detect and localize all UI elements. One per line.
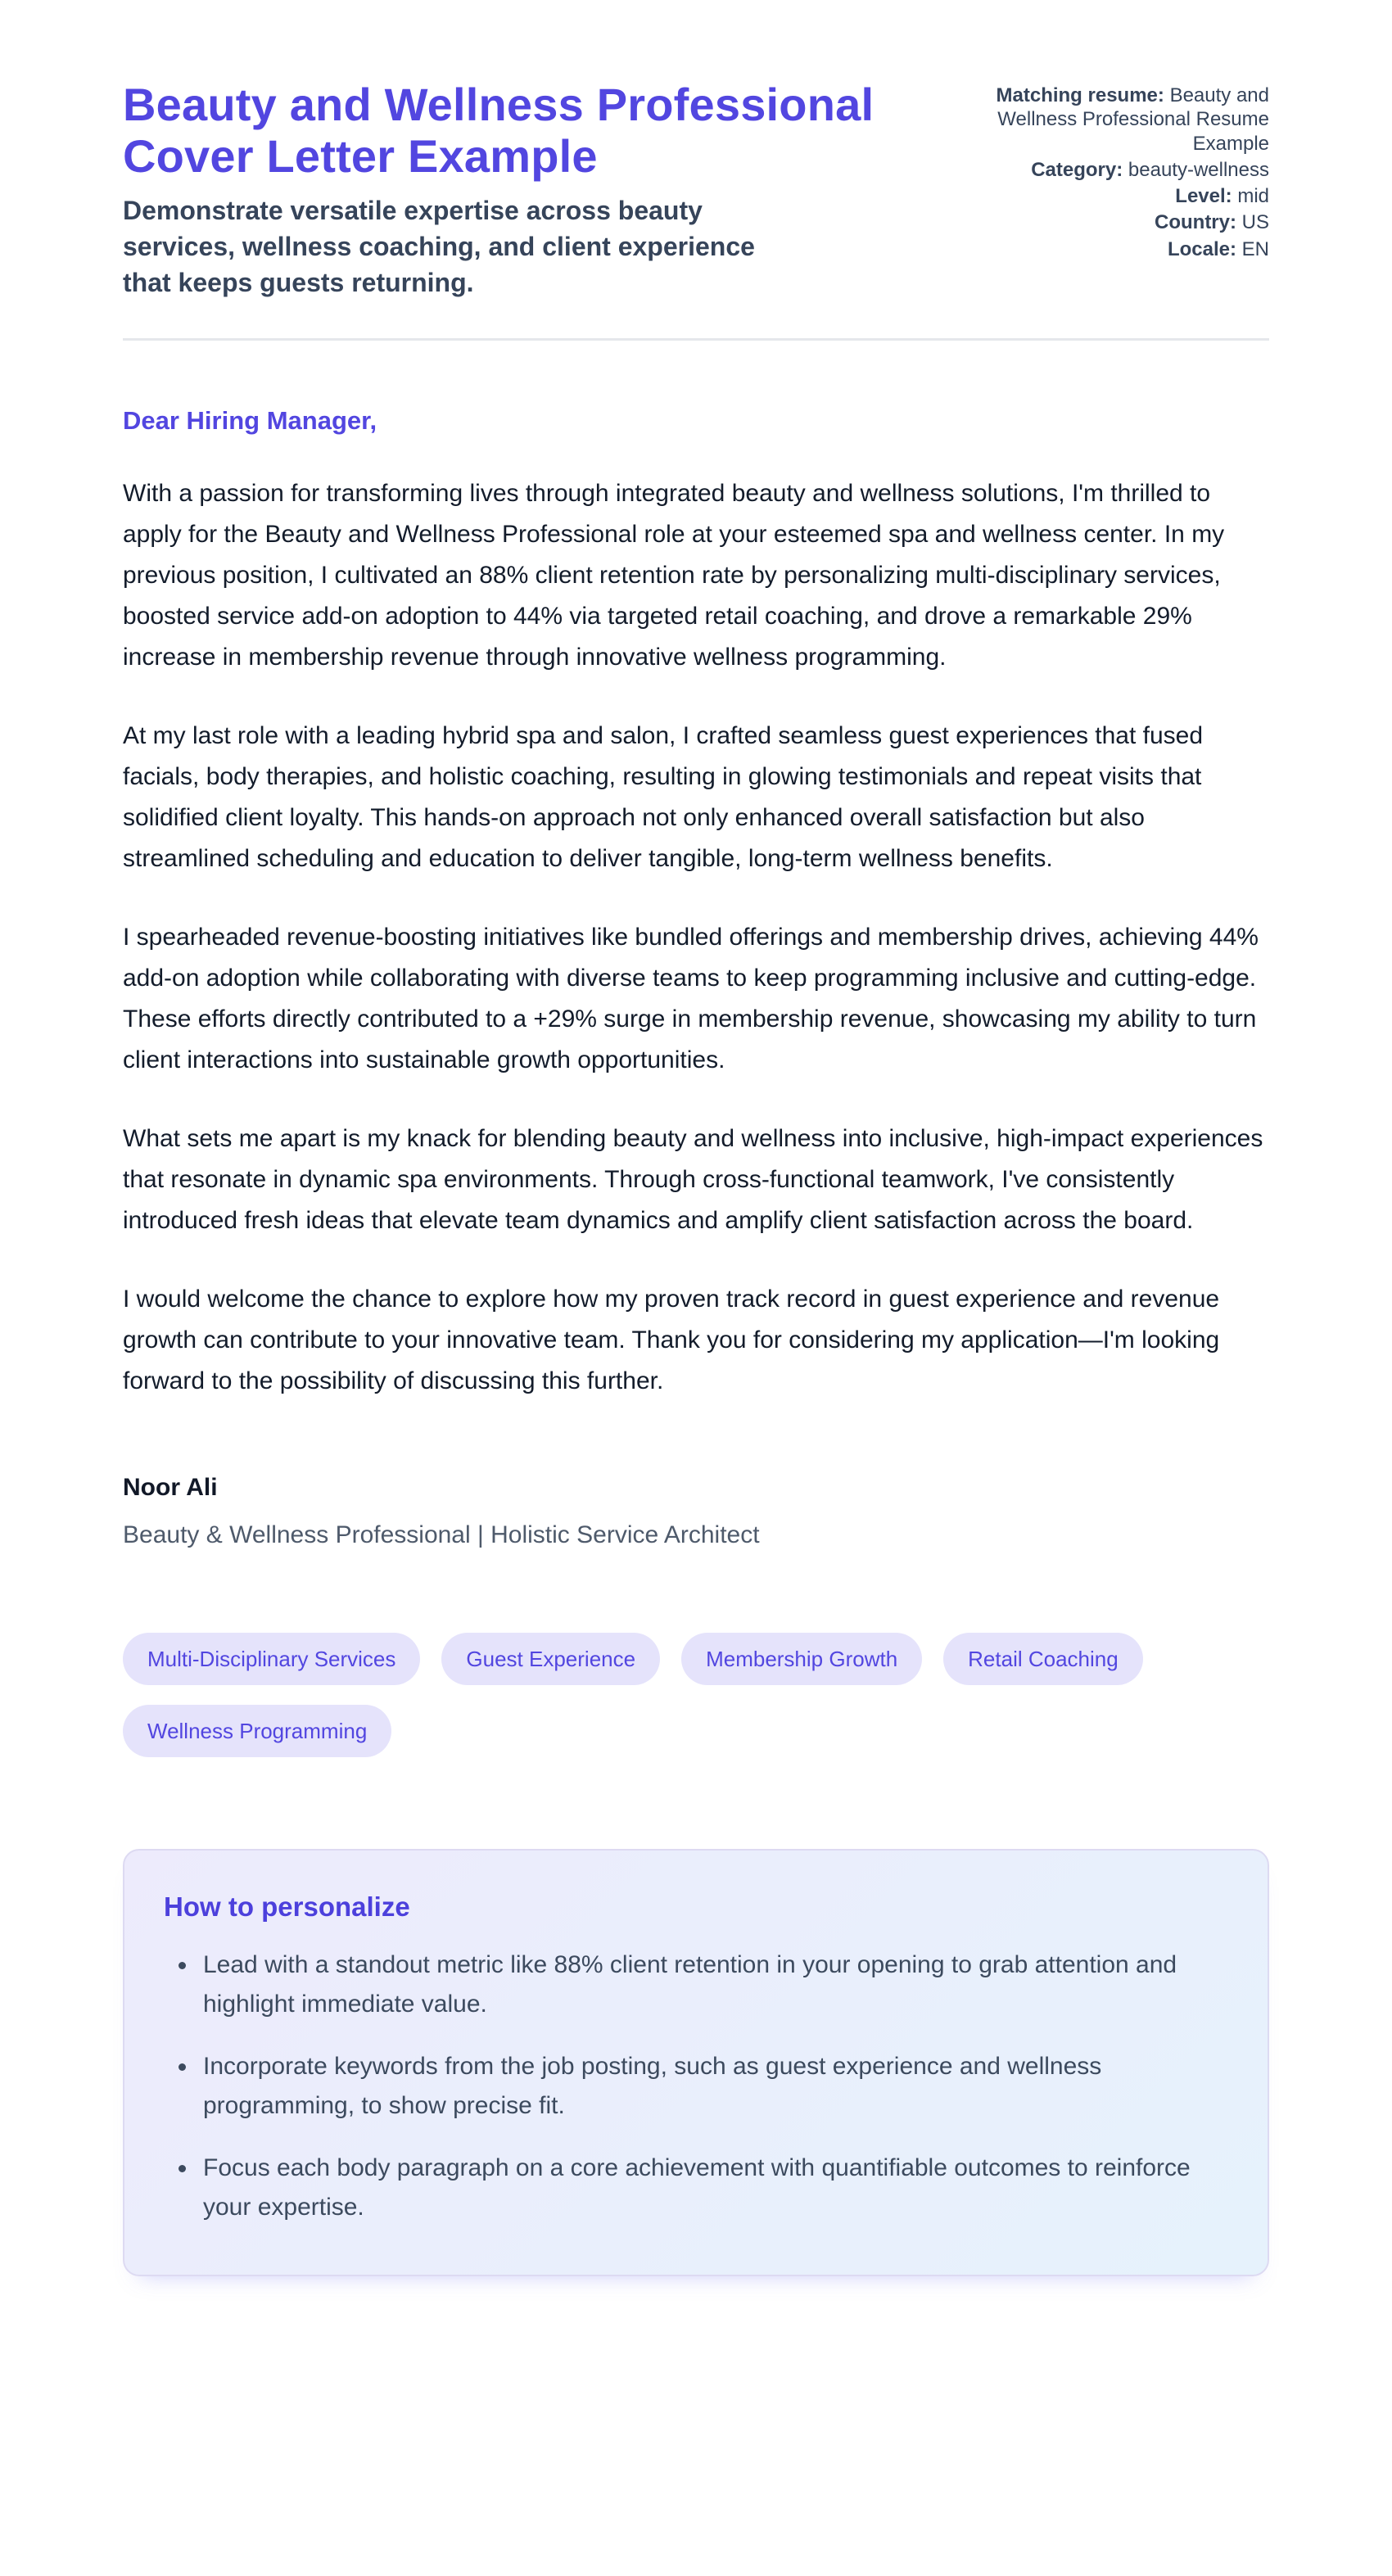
tip-item: • Focus each body paragraph on a core achievement with quantifiable outcomes to reinforce your expertise.: [198, 2149, 1228, 2227]
page-title: Beauty and Wellness Professional Cover Letter Example: [123, 79, 875, 183]
header-divider: [123, 338, 1269, 341]
meta-value: mid: [1237, 185, 1269, 208]
letter-paragraph: I would welcome the chance to explore how my proven track record in guest experience and revenue growth can contribute to your innovative team. Thank you for considering my application—I'm looking forward to the possibility of discussing this further.: [123, 1286, 1220, 1394]
letter-paragraph: What sets me apart is my knack for blending beauty and wellness into inclusive, high-impact experiences that resonate in dynamic spa environments. Through cross-functional teamwork, I've consistently introduced fresh ideas that elevate team dynamics and amplify client satisfaction across the board.: [123, 1125, 1263, 1234]
meta-level: [968, 184, 1269, 208]
meta-category: [968, 158, 1269, 182]
resume-meta-block: [968, 79, 1269, 264]
how-to-personalize-box: [123, 1849, 1269, 2276]
letter-paragraph: With a passion for transforming lives through integrated beauty and wellness solutions, I'm thrilled to apply for the Beauty and Wellness Professional role at your esteemed spa and wellness center. In my previous position, I cultivated an 88% client retention rate by personalizing multi-disciplinary services, boosted service add-on adoption to 44% via targeted retail coaching, and drove a remarkable 29% increase in membership revenue through innovative wellness programming.: [123, 480, 1225, 671]
tag-guest-experience: Guest Experience: [441, 1633, 660, 1685]
signature-title: Beauty & Wellness Professional | Holistic Service Architect: [123, 1521, 760, 1548]
tip-item: • Incorporate keywords from the job posting, such as guest experience and wellness programming, to show precise fit.: [198, 2047, 1228, 2126]
header-title-block: [123, 79, 876, 301]
meta-label: Locale:: [1167, 237, 1236, 260]
meta-country: [968, 210, 1269, 234]
page-container: [123, 0, 1269, 2357]
meta-label: Matching resume:: [996, 84, 1164, 106]
tag-wellness-programming: Wellness Programming: [123, 1705, 391, 1757]
tipbox-title: How to personalize: [164, 1891, 410, 1922]
tag-retail-coaching: Retail Coaching: [943, 1633, 1143, 1685]
meta-value: Beauty and Wellness Professional Resume Example: [997, 84, 1269, 155]
keyword-tags: [123, 1633, 1146, 1757]
letter-paragraph: At my last role with a leading hybrid spa and salon, I crafted seamless guest experiences that fused facials, body therapies, and holistic coaching, resulting in glowing testimonials and repeat visits that solidified client loyalty. This hands-on approach not only enhanced overall satisfaction but also streamlined scheduling and education to deliver tangible, long-term wellness benefits.: [123, 722, 1204, 872]
meta-value: EN: [1241, 237, 1269, 260]
tag-membership-growth: Membership Growth: [681, 1633, 922, 1685]
letter-greeting: Dear Hiring Manager,: [123, 406, 377, 435]
tag-multi-disciplinary-services: Multi-Disciplinary Services: [123, 1633, 420, 1685]
meta-matching-resume: [968, 84, 1269, 156]
tip-item: • Lead with a standout metric like 88% client retention in your opening to grab attention and highlight immediate value.: [198, 1946, 1228, 2024]
cover-letter-body: [123, 406, 1269, 1549]
meta-value: beauty-wellness: [1128, 158, 1269, 181]
meta-label: Category:: [1031, 158, 1123, 181]
page-header: [123, 79, 1269, 301]
signature-name: Noor Ali: [123, 1474, 218, 1501]
letter-paragraph: I spearheaded revenue-boosting initiatives like bundled offerings and membership drives, achieving 44% add-on adoption while collaborating with diverse teams to keep programming inclusive and cutting-edge. These efforts directly contributed to a +29% surge in membership revenue, showcasing my ability to turn client interactions into sustainable growth opportunities.: [123, 924, 1259, 1073]
meta-label: Level:: [1175, 185, 1232, 208]
meta-label: Country:: [1155, 211, 1236, 234]
meta-locale: [968, 237, 1269, 261]
tipbox-list: [164, 1946, 1228, 2227]
meta-value: US: [1241, 211, 1269, 234]
page-subtitle: Demonstrate versatile expertise across beauty services, wellness coaching, and client experience that keeps guests returning.: [123, 195, 755, 297]
